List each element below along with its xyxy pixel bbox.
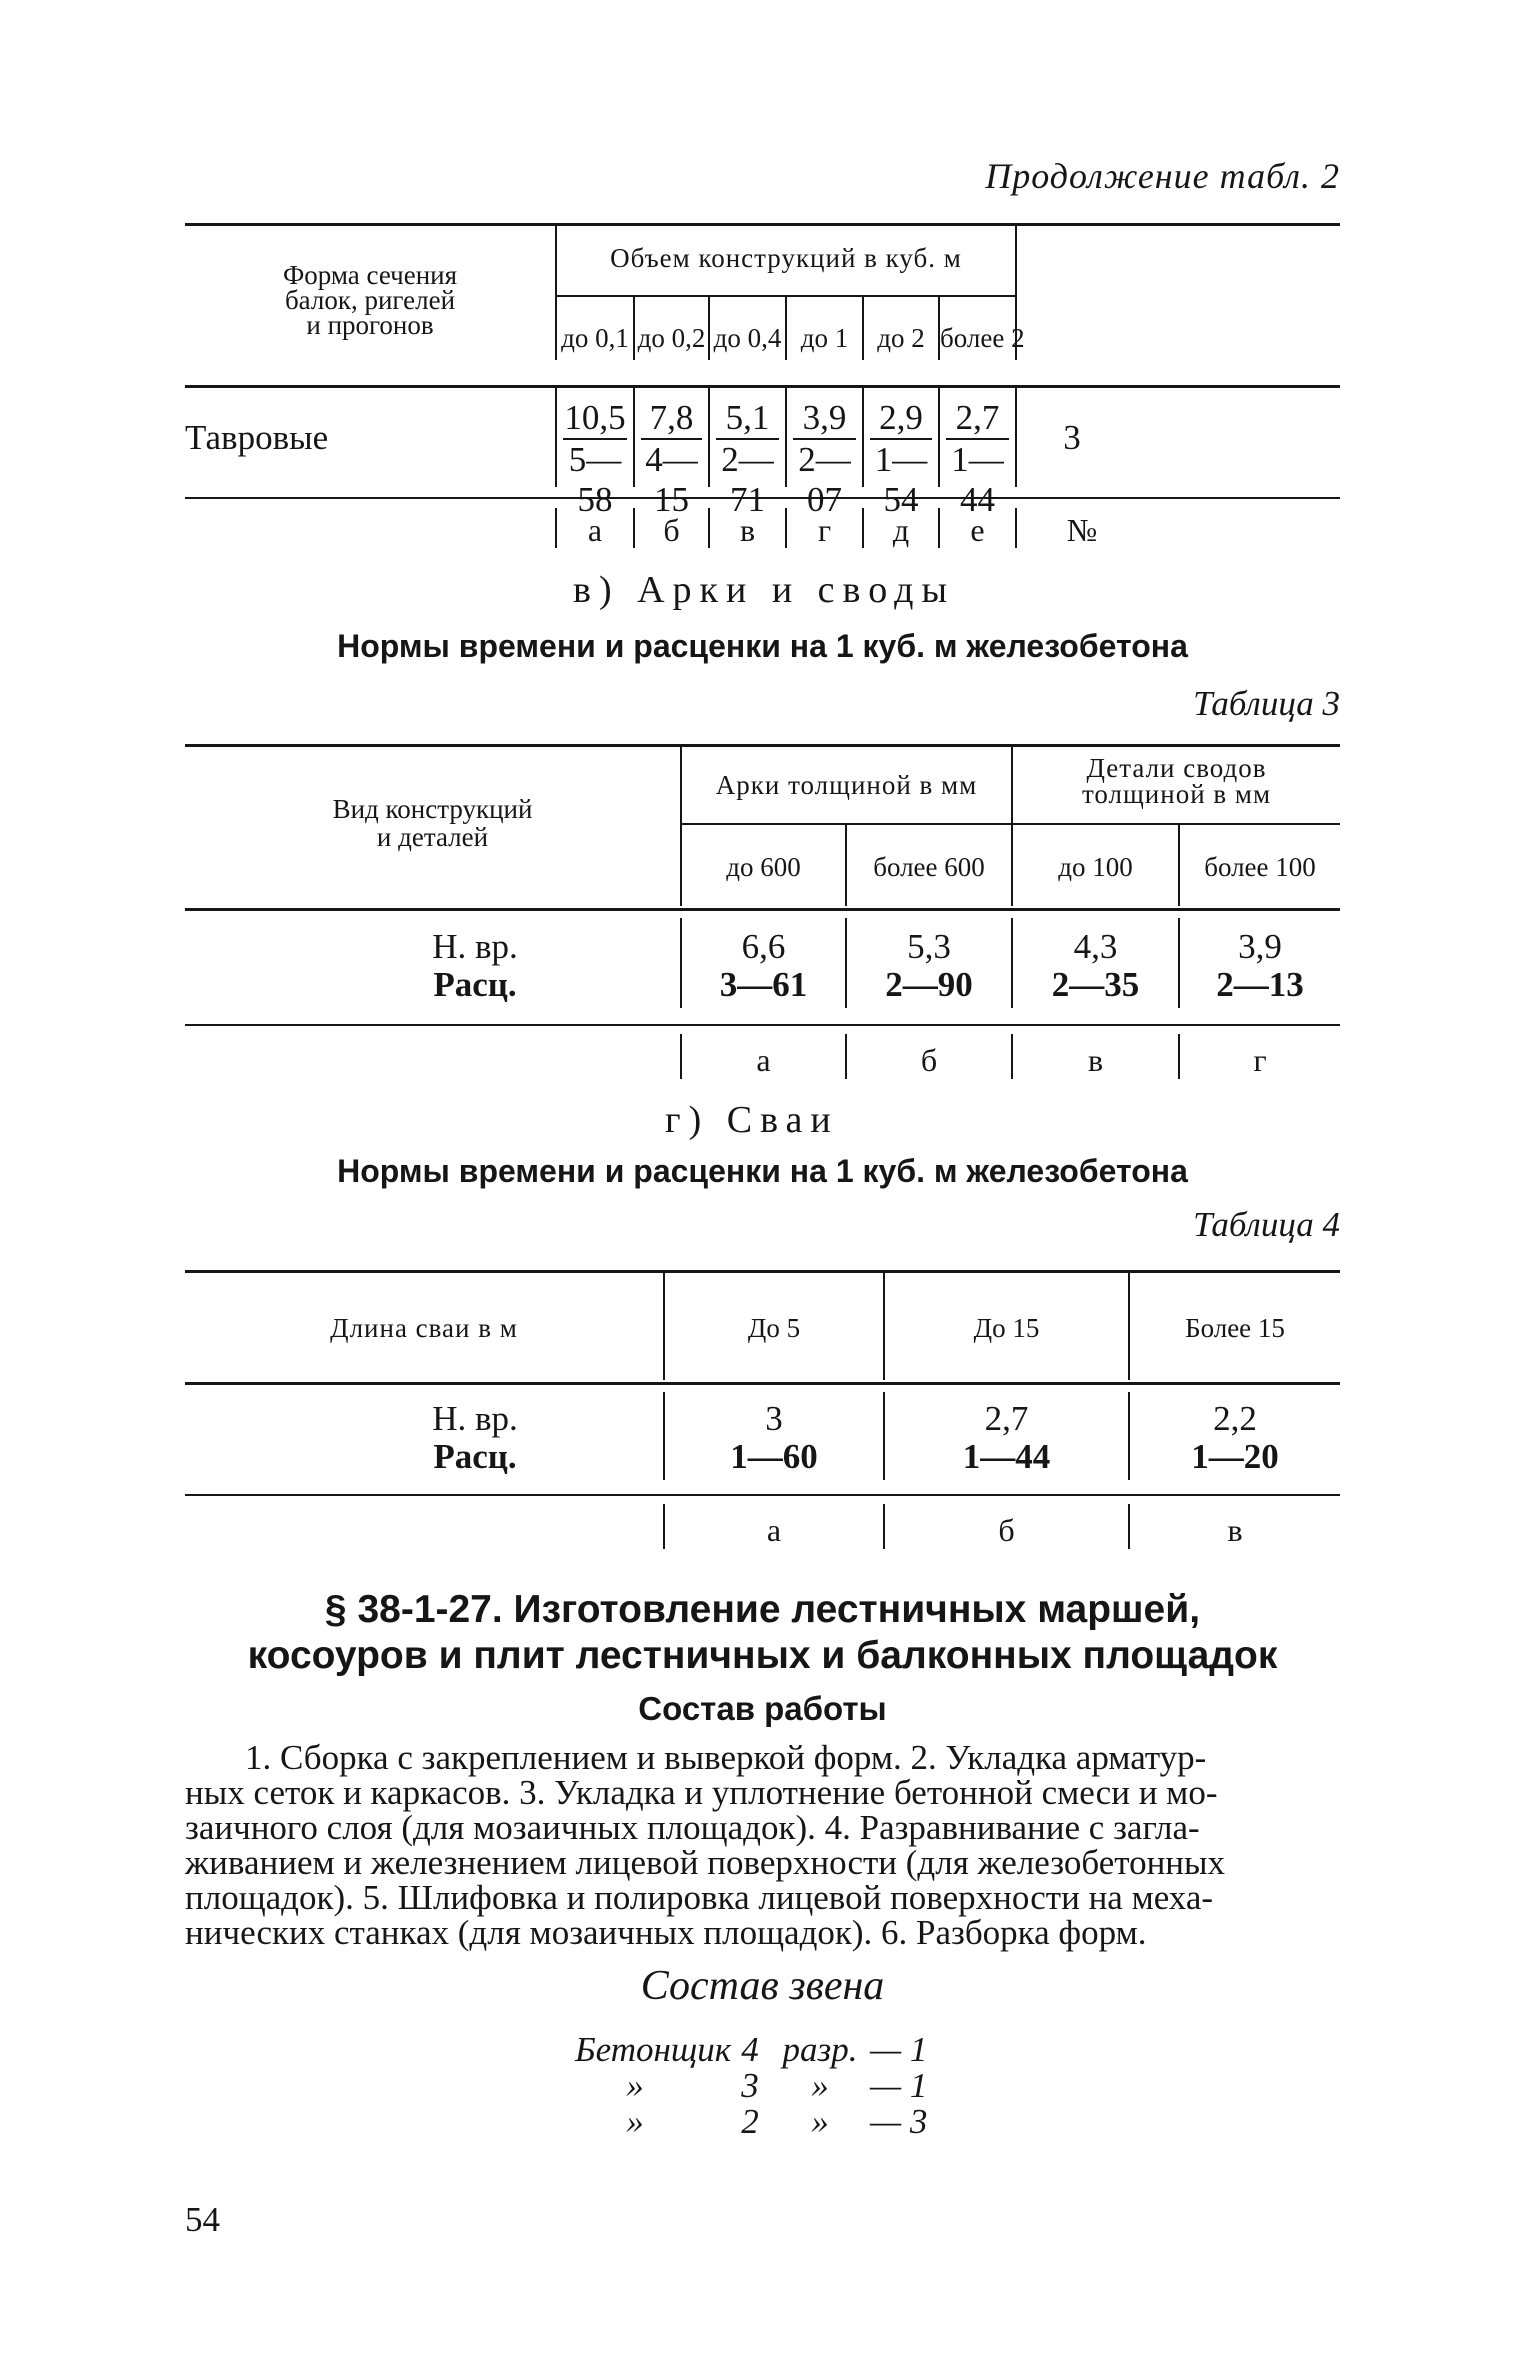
column-header: до 1 [800,323,849,353]
group-header: Детали сводов толщиной в мм [1081,753,1272,809]
crew-grade: 2 [741,2102,759,2141]
column-letter: а [756,1042,771,1078]
table-cell: $\frac{10,5}{5—58}$ [564,398,626,519]
document-page [185,0,1340,2361]
column-header: До 5 [747,1313,801,1343]
column-header: Более 15 [1185,1313,1285,1343]
work-paragraph: 1. Сборка с закреплением и выверкой форм. 2. Укладка арматур- ных сеток и каркасов. 3. Укладка и уплотнение бетонной смеси и мо- заичного слоя (для мозаичных площадок). 4. Разравнивание с загла- живанием и железнением лицевой поверхности (для железобетонных площадок). 5. Шлифовка и полировка лицевой поверхности на меха- нических станках (для мозаичных площадок). 6. Разборка форм. [185,1738,1226,1952]
table-cell: $\frac{3,9}{2—07}$ [787,398,862,520]
column-letter: в [1087,1042,1104,1078]
row-label: Тавровые [185,418,329,457]
table-cell: 4,3 2—35 [1051,927,1140,1004]
column-letter: г [817,512,832,548]
column-header: более 600 [873,852,985,882]
row-header: Форма сечения балок, ригелей и прогонов [282,260,458,340]
table-cell: $\frac{2,7}{1—44}$ [940,398,1015,520]
table-rule [185,223,1340,226]
row-header: Вид конструкций и деталей [332,794,533,852]
row-labels: Н. вр. Расц. [432,1399,518,1476]
column-letter: е [970,512,985,548]
column-letter: а [587,512,603,548]
table-caption: Нормы времени и расценки на 1 куб. м железобетона [337,628,1188,664]
crew-unit: » [811,2066,829,2105]
column-header: до 600 [726,852,801,882]
column-letter: г [1253,1042,1267,1078]
table-label: Таблица 4 [1193,1205,1340,1244]
table-cell: 6,6 3—61 [719,927,808,1004]
section-heading: г) Сваи [665,1099,839,1141]
crew-worker: » [626,2066,644,2105]
number-sign: № [1066,512,1098,548]
column-letter: в [739,512,756,548]
page-number: 54 [185,2200,220,2239]
row-labels: Н. вр. Расц. [432,927,518,1004]
column-header: до 0,2 [637,323,706,353]
row-number: 3 [1063,418,1081,457]
column-letter: б [663,512,680,548]
section-title: § 38-1-27. Изготовление лестничных маршей, косоуров и плит лестничных и балконных площадок [247,1588,1278,1677]
table-label: Таблица 3 [1193,684,1340,723]
crew-worker: Бетонщик [575,2030,732,2069]
work-heading: Состав работы [638,1690,887,1727]
section-heading: в) Арки и своды [573,569,955,611]
crew-count: — 1 [870,2030,928,2069]
column-header: до 0,4 [713,323,782,353]
table-cell: $\frac{5,1}{2—71}$ [710,398,785,520]
row-header: Длина сваи в м [330,1313,518,1343]
table-cell: 3 1—60 [730,1399,818,1476]
column-header: более 100 [1204,852,1316,882]
group-header: Объем конструкций в куб. м [610,243,962,273]
crew-count: — 3 [870,2102,928,2141]
continuation-label: Продолжение табл. 2 [985,156,1340,196]
crew-count: — 1 [870,2066,928,2105]
column-header: более 2 [940,323,1025,353]
table-rule [185,385,1340,388]
table-cell: 5,3 2—90 [885,927,973,1004]
column-letter: в [1227,1512,1243,1548]
table-caption: Нормы времени и расценки на 1 куб. м железобетона [337,1153,1188,1189]
column-letter: б [998,1512,1015,1548]
table-cell: $\frac{7,8}{4—15}$ [635,398,708,520]
column-letter: д [892,512,910,548]
table-cell: 2,2 1—20 [1191,1399,1279,1476]
table-cell: $\frac{2,9}{1—54}$ [864,398,938,520]
column-letter: а [766,1512,782,1548]
table-cell: 3,9 2—13 [1216,927,1304,1004]
crew-unit: » [811,2102,829,2141]
column-header: До 15 [973,1313,1040,1343]
column-header: до 0,1 [561,323,629,353]
column-header: до 2 [877,323,925,353]
column-header: до 100 [1058,852,1133,882]
table-cell: 2,7 1—44 [962,1399,1051,1476]
crew-unit: разр. [782,2030,858,2069]
column-letter: б [920,1042,938,1078]
crew-worker: » [626,2102,644,2141]
crew-heading: Состав звена [640,1963,885,2009]
crew-grade: 4 [741,2030,759,2069]
group-header: Арки толщиной в мм [715,770,978,800]
crew-grade: 3 [741,2066,759,2105]
